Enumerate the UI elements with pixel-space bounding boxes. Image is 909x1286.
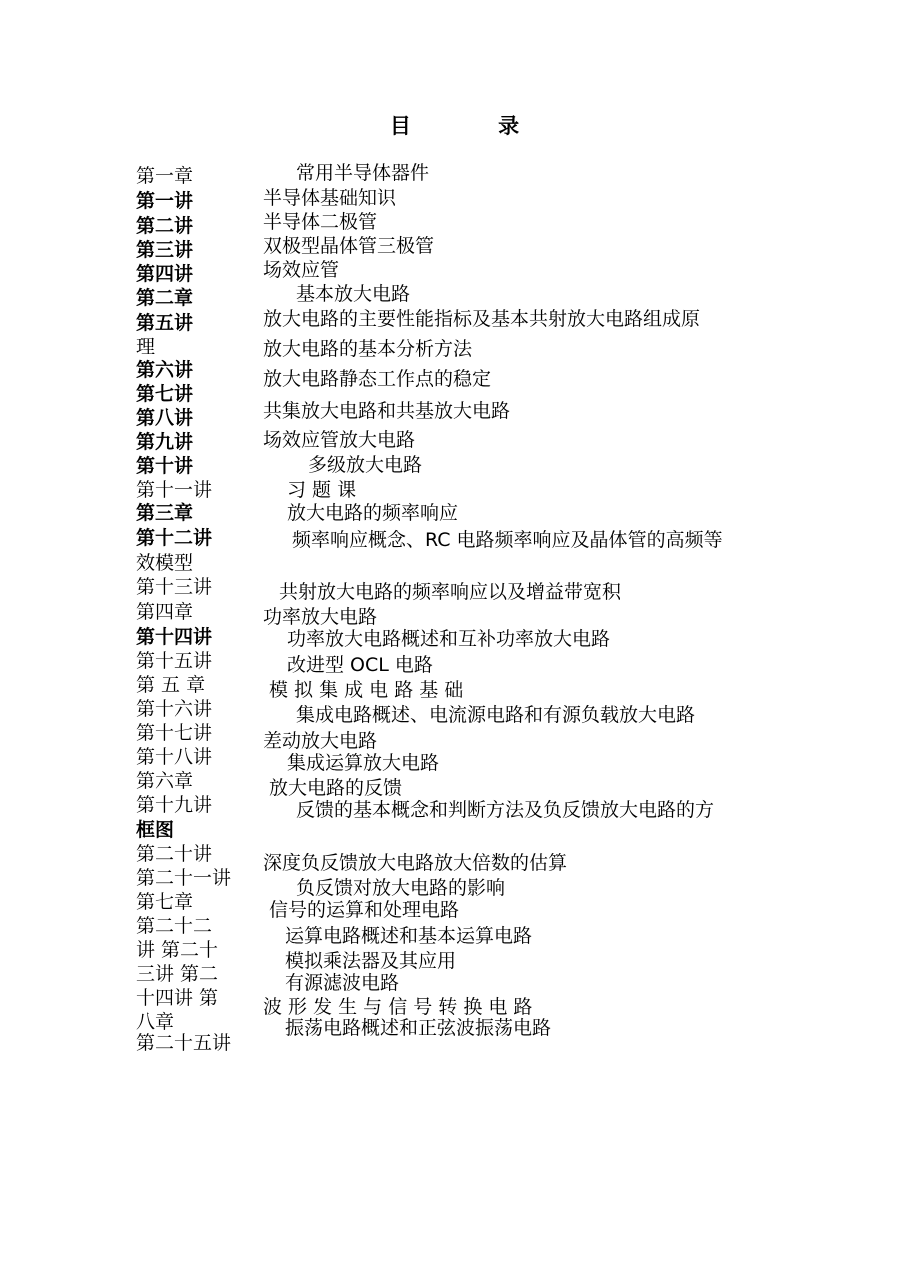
- toc-entry-title: 半导体基础知识: [263, 187, 397, 209]
- toc-entry-title: 集成电路概述、电流源电路和有源负载放大电路: [296, 704, 696, 726]
- toc-left-label: 第十一讲: [136, 479, 213, 501]
- toc-entry-title: 运算电路概述和基本运算电路: [285, 925, 533, 947]
- toc-entry-title: 频率响应概念、RC 电路频率响应及晶体管的高频等: [292, 529, 723, 551]
- toc-left-label: 第十四讲: [136, 626, 213, 648]
- toc-left-label: 效模型: [136, 552, 194, 574]
- toc-left-label: 第八讲: [136, 407, 194, 429]
- toc-entry-title: 信号的运算和处理电路: [269, 899, 460, 921]
- toc-left-label: 第七章: [136, 891, 194, 913]
- toc-left-label: 第五讲: [136, 312, 194, 334]
- toc-left-label: 理: [136, 336, 156, 358]
- toc-entry-title: 集成运算放大电路: [287, 752, 440, 774]
- toc-entry-title: 半导体二极管: [263, 211, 378, 233]
- toc-left-label: 第十九讲: [136, 794, 213, 816]
- toc-entry-title: 功率放大电路概述和互补功率放大电路: [287, 628, 611, 650]
- toc-entry-title: 模拟乘法器及其应用: [285, 950, 457, 972]
- toc-left-label: 第三讲: [136, 239, 194, 261]
- toc-left-label: 第二章: [136, 287, 194, 309]
- toc-left-label: 框图: [136, 819, 175, 841]
- toc-left-label: 第三章: [136, 502, 194, 524]
- toc-entry-title: 场效应管: [263, 259, 340, 281]
- toc-entry-title: 差动放大电路: [263, 730, 378, 752]
- toc-left-label: 第二十二: [136, 915, 213, 937]
- toc-left-label: 第九讲: [136, 431, 194, 453]
- toc-left-label: 十四讲 第: [136, 987, 219, 1009]
- toc-left-label: 第一讲: [136, 190, 194, 212]
- toc-entry-title: 放大电路的基本分析方法: [263, 338, 473, 360]
- toc-entry-title: 双极型晶体管三极管: [263, 235, 435, 257]
- toc-entry-title: 多级放大电路: [308, 454, 423, 476]
- toc-entry-title: 改进型 OCL 电路: [287, 654, 433, 676]
- toc-left-label: 第十三讲: [136, 576, 213, 598]
- toc-entry-title: 共集放大电路和共基放大电路: [263, 400, 511, 422]
- toc-entry-title: 波 形 发 生 与 信 号 转 换 电 路: [263, 996, 533, 1018]
- toc-left-label: 第 五 章: [136, 674, 206, 696]
- toc-left-label: 第十讲: [136, 455, 194, 477]
- toc-entry-title: 功率放大电路: [263, 606, 378, 628]
- toc-left-label: 第六章: [136, 770, 194, 792]
- toc-left-label: 第二十讲: [136, 843, 213, 865]
- toc-left-label: 第十八讲: [136, 746, 213, 768]
- toc-left-label: 第二讲: [136, 215, 194, 237]
- toc-left-label: 第二十五讲: [136, 1032, 232, 1054]
- toc-entry-title: 常用半导体器件: [296, 162, 430, 184]
- toc-entry-title: 反馈的基本概念和判断方法及负反馈放大电路的方: [296, 799, 715, 821]
- toc-left-label: 第十六讲: [136, 698, 213, 720]
- toc-entry-title: 深度负反馈放大电路放大倍数的估算: [263, 852, 568, 874]
- toc-entry-title: 基本放大电路: [296, 283, 411, 305]
- toc-left-label: 第二十一讲: [136, 867, 232, 889]
- toc-left-label: 第十二讲: [136, 527, 213, 549]
- toc-entry-title: 有源滤波电路: [285, 972, 400, 994]
- toc-left-label: 第十五讲: [136, 650, 213, 672]
- toc-left-label: 第六讲: [136, 359, 194, 381]
- toc-left-label: 第十七讲: [136, 722, 213, 744]
- page-title: 目 录: [389, 114, 560, 138]
- toc-entry-title: 放大电路的频率响应: [287, 502, 459, 524]
- toc-entry-title: 放大电路的反馈: [269, 777, 403, 799]
- toc-entry-title: 振荡电路概述和正弦波振荡电路: [285, 1017, 552, 1039]
- toc-entry-title: 模 拟 集 成 电 路 基 础: [269, 679, 464, 701]
- toc-entry-title: 共射放大电路的频率响应以及增益带宽积: [279, 581, 622, 603]
- toc-left-label: 八章: [136, 1011, 175, 1033]
- toc-entry-title: 习 题 课: [287, 479, 357, 501]
- toc-entry-title: 放大电路静态工作点的稳定: [263, 368, 492, 390]
- toc-left-label: 三讲 第二: [136, 963, 219, 985]
- toc-left-label: 第七讲: [136, 383, 194, 405]
- toc-left-label: 第一章: [136, 165, 194, 187]
- toc-entry-title: 放大电路的主要性能指标及基本共射放大电路组成原: [263, 308, 701, 330]
- toc-left-label: 讲 第二十: [136, 939, 219, 961]
- toc-left-label: 第四章: [136, 601, 194, 623]
- toc-left-label: 第四讲: [136, 263, 194, 285]
- toc-entry-title: 负反馈对放大电路的影响: [296, 877, 506, 899]
- toc-entry-title: 场效应管放大电路: [263, 429, 416, 451]
